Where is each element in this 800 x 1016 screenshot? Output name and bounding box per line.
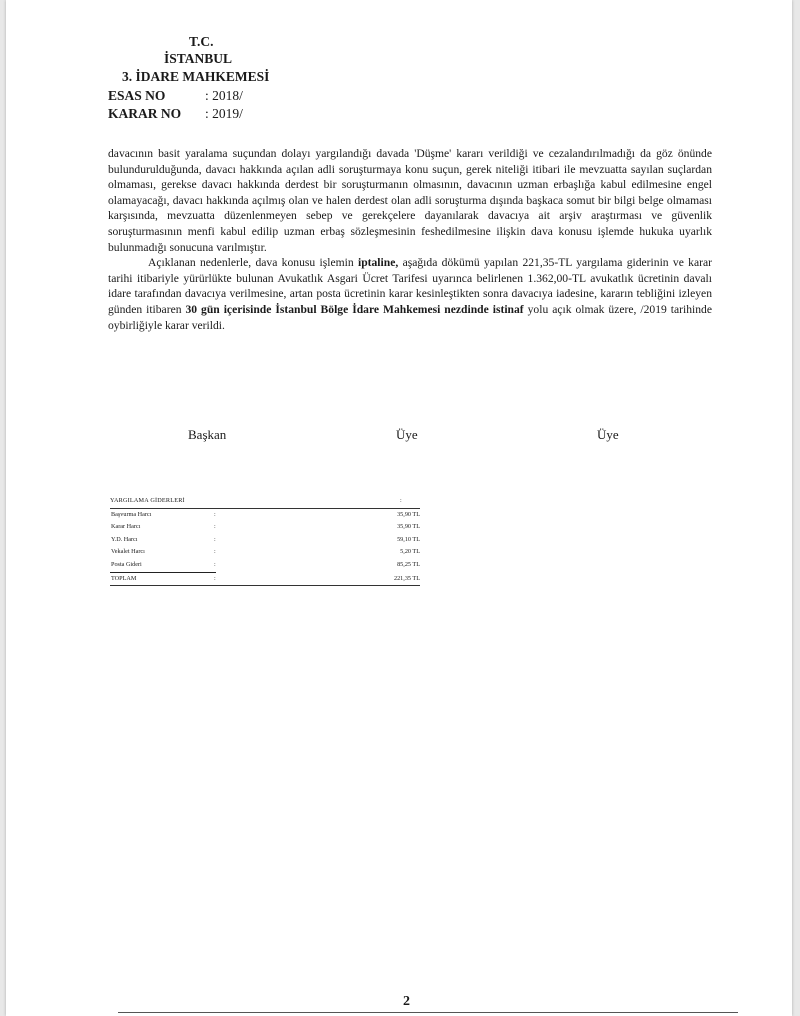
decision-text: [108, 146, 712, 333]
header-tc: T.C.: [189, 34, 214, 49]
costs-table: [110, 495, 420, 586]
footer-divider: [118, 1012, 738, 1013]
esas-no: [108, 88, 243, 104]
page-number: 2: [403, 994, 410, 1009]
cost-amount: 5,20 TL: [400, 548, 420, 556]
signature-uye-1: Üye: [396, 427, 418, 442]
esas-value: : 2018/: [205, 88, 243, 103]
cost-row: [110, 534, 420, 546]
cost-label: Vekalet Harcı: [111, 548, 145, 556]
cost-row: [110, 546, 420, 558]
signature-baskan: Başkan: [188, 427, 227, 442]
signature-uye-2: Üye: [597, 427, 619, 442]
cost-amount: 35,90 TL: [397, 511, 420, 518]
header-court: 3. İDARE MAHKEMESİ: [122, 69, 270, 84]
paragraph-1: davacının basit yaralama suçundan dolayı yargılandığı davada 'Düşme' kararı verildiği ve cezalandırılmadığı da göz önünde bulundurulduğunda, davacı hakkında açılan adli soruşturmaya konu suçun, gerek niteliği itibari ile mevzuatta sayılan suçlardan olmaması, gerekse davacı hakkında derdest bir soruşturmanın olmasının, davacının uzman erbaşlığa kabul edilmesine engel olamayacağı, davacı hakkında açılmış olan ve halen derdest olan adli soruşturma dışında başkaca somut bir bilgi belge olmaması karşısında, mevzuatta düzenlenmeyen sebep ve gerekçelere dayanılarak davacıya ait arşiv araştırması ve güvenlik soruşturmasının menfi kabul edilip uzman erbaş sözleşmesinin feshedilmesine ilişkin dava konusu işlemde hukuka uyarlık bulunmadığı sonucuna varılmıştır.: [108, 147, 712, 254]
cost-row: [110, 521, 420, 533]
p2-text-a: Açıklanan nedenlerle, dava konusu işlemin: [148, 256, 358, 270]
cost-amount: 85,25 TL: [397, 560, 420, 568]
document-page: [6, 0, 792, 1016]
p2-bold-iptal: iptaline,: [357, 256, 399, 270]
cost-sep: :: [214, 523, 216, 531]
cost-amount: 59,10 TL: [397, 535, 420, 543]
cost-row: [110, 509, 420, 521]
cost-label: Başvurma Harcı: [111, 511, 152, 518]
karar-label: KARAR NO: [108, 106, 182, 121]
cost-row: [110, 559, 420, 571]
header-city: İSTANBUL: [164, 51, 233, 66]
cost-sep: :: [214, 548, 216, 556]
cost-total-label: TOPLAM: [111, 574, 137, 582]
esas-label: ESAS NO: [108, 88, 166, 103]
cost-label: Y.D. Harcı: [111, 535, 138, 543]
cost-total-amount: 221,35 TL: [393, 574, 420, 582]
costs-title-text: YARGILAMA GİDERLERİ: [110, 497, 185, 504]
costs-title: [110, 495, 420, 509]
cost-amount: 35,90 TL: [397, 523, 420, 531]
karar-no: [108, 106, 243, 122]
p2-text-e: yolu açık olmak üzere, /2019 tarihinde oybirliğiyle karar verildi.: [108, 302, 712, 332]
costs-title-colon: :: [400, 497, 402, 504]
cost-total-row: [110, 573, 420, 586]
cost-sep: :: [214, 535, 216, 543]
cost-sep: :: [214, 511, 216, 518]
cost-total-sep: :: [214, 574, 216, 582]
p2-text-c: aşağıda dökümü yapılan 221,35-TL yargılama giderinin ve karar tarihi itibariyle yürürlükte bulunan Avukatlık Asgari Ücret Tarifesi uyarınca belirlenen 1.362,00-TL avukatlık ücretinin davalı idare tarafından davacıya verilmesine, artan posta ücretinin karar kesinleştikten sonra davacıya iadesine, kararın tebliğini izleyen günden itibaren: [108, 256, 712, 316]
paragraph-2: [108, 255, 712, 333]
cost-label: Posta Gideri: [111, 560, 142, 568]
karar-value: : 2019/: [205, 106, 243, 121]
p2-bold-istinaf: 30 gün içerisinde İstanbul Bölge İdare Mahkemesi nezdinde istinaf: [185, 302, 524, 316]
cost-label: Karar Harcı: [111, 523, 141, 531]
cost-sep: :: [214, 560, 216, 568]
